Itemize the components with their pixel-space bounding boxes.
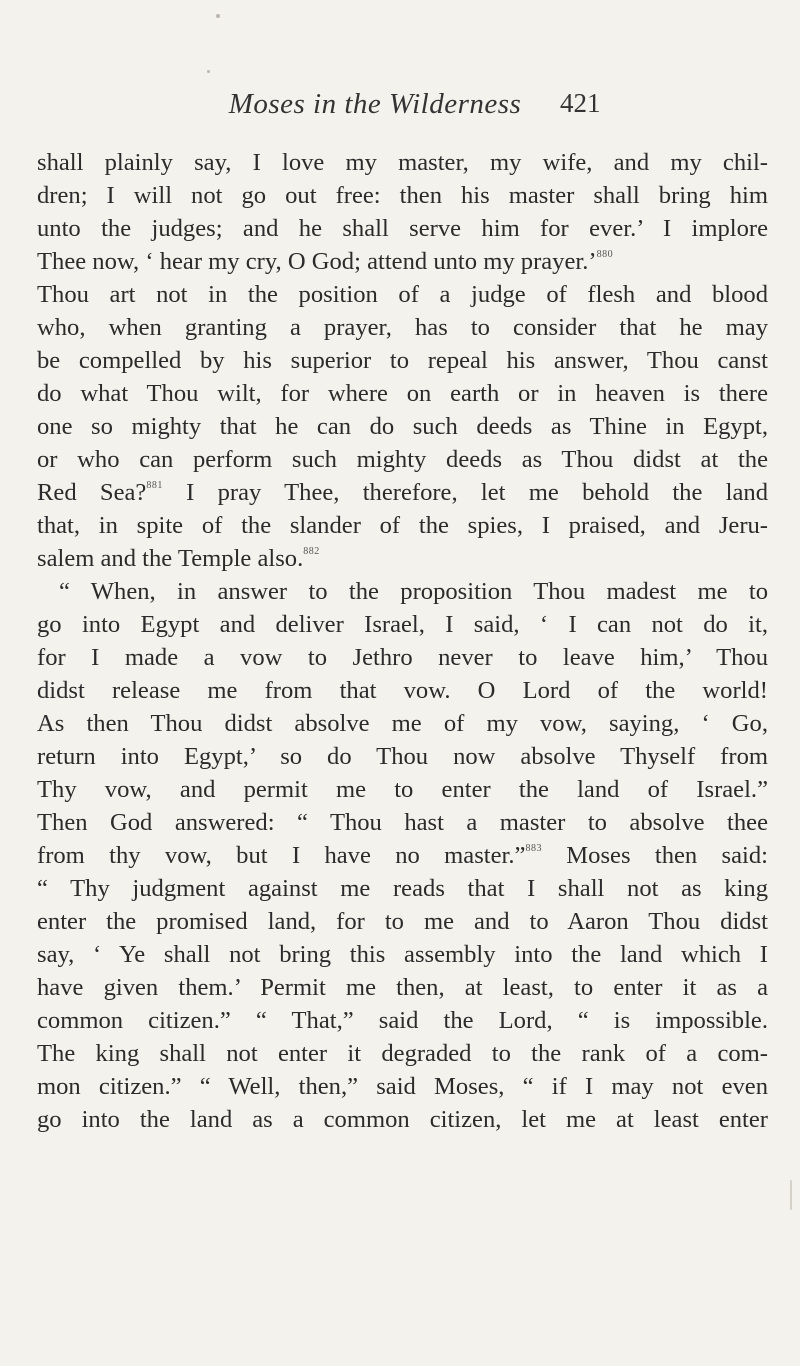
text-line: who, when granting a prayer, has to consider that he may <box>37 314 768 341</box>
text-line: Red Sea?$^{881}$ I pray Thee, therefore, let me behold the land <box>37 479 768 506</box>
text-line: dren; I will not go out free: then his master shall bring him <box>37 182 768 209</box>
text-line: “ Thy judgment against me reads that I shall not as king <box>37 875 768 902</box>
paper-speck <box>216 14 220 18</box>
text-line: one so mighty that he can do such deeds as Thine in Egypt, <box>37 413 768 440</box>
footnote-marker: 880 <box>596 249 614 260</box>
text-line: common citizen.” “ That,” said the Lord, “ is impossible. <box>37 1007 768 1034</box>
text-line: go into Egypt and deliver Israel, I said, ‘ I can not do it, <box>37 611 768 638</box>
text-line: or who can perform such mighty deeds as Thou didst at the <box>37 446 768 473</box>
text-line: “ When, in answer to the proposition Thou madest me to <box>59 578 768 605</box>
text-line: As then Thou didst absolve me of my vow, saying, ‘ Go, <box>37 710 768 737</box>
footnote-marker: 881 <box>146 480 163 491</box>
page-number: 421 <box>560 88 601 118</box>
text-line: Thou art not in the position of a judge of flesh and blood <box>37 281 768 308</box>
text-line: Thy vow, and permit me to enter the land of Israel.” <box>37 776 768 803</box>
text-line: salem and the Temple also.$^{882}$ <box>37 545 320 572</box>
paper-speck <box>207 70 210 73</box>
text-line: that, in spite of the slander of the spies, I praised, and Jeru- <box>37 512 768 539</box>
text-line: be compelled by his superior to repeal his answer, Thou canst <box>37 347 768 374</box>
text-line: say, ‘ Ye shall not bring this assembly into the land which I <box>37 941 768 968</box>
text-line: Then God answered: “ Thou hast a master to absolve thee <box>37 809 768 836</box>
text-line: Thee now, ‘ hear my cry, O God; attend unto my prayer.’$^{880}$ <box>37 248 614 275</box>
text-line: The king shall not enter it degraded to the rank of a com- <box>37 1040 768 1067</box>
text-line: enter the promised land, for to me and to Aaron Thou didst <box>37 908 768 935</box>
text-line: return into Egypt,’ so do Thou now absolve Thyself from <box>37 743 768 770</box>
footnote-marker: 883 <box>525 843 542 854</box>
text-line: mon citizen.” “ Well, then,” said Moses, “ if I may not even <box>37 1073 768 1100</box>
footnote-marker: 882 <box>303 546 320 557</box>
text-line: didst release me from that vow. O Lord of the world! <box>37 677 768 704</box>
text-line: for I made a vow to Jethro never to leave him,’ Thou <box>37 644 768 671</box>
text-line: do what Thou wilt, for where on earth or in heaven is there <box>37 380 768 407</box>
text-line: unto the judges; and he shall serve him for ever.’ I implore <box>37 215 768 242</box>
running-title: Moses in the Wilderness <box>228 88 522 120</box>
page-header <box>0 88 800 128</box>
text-line: have given them.’ Permit me then, at least, to enter it as a <box>37 974 768 1001</box>
text-line: from thy vow, but I have no master.”$^{883}$ Moses then said: <box>37 842 768 869</box>
text-line: go into the land as a common citizen, let me at least enter <box>37 1106 768 1133</box>
paper-speck <box>790 1180 792 1210</box>
text-line: shall plainly say, I love my master, my wife, and my chil- <box>37 149 768 176</box>
